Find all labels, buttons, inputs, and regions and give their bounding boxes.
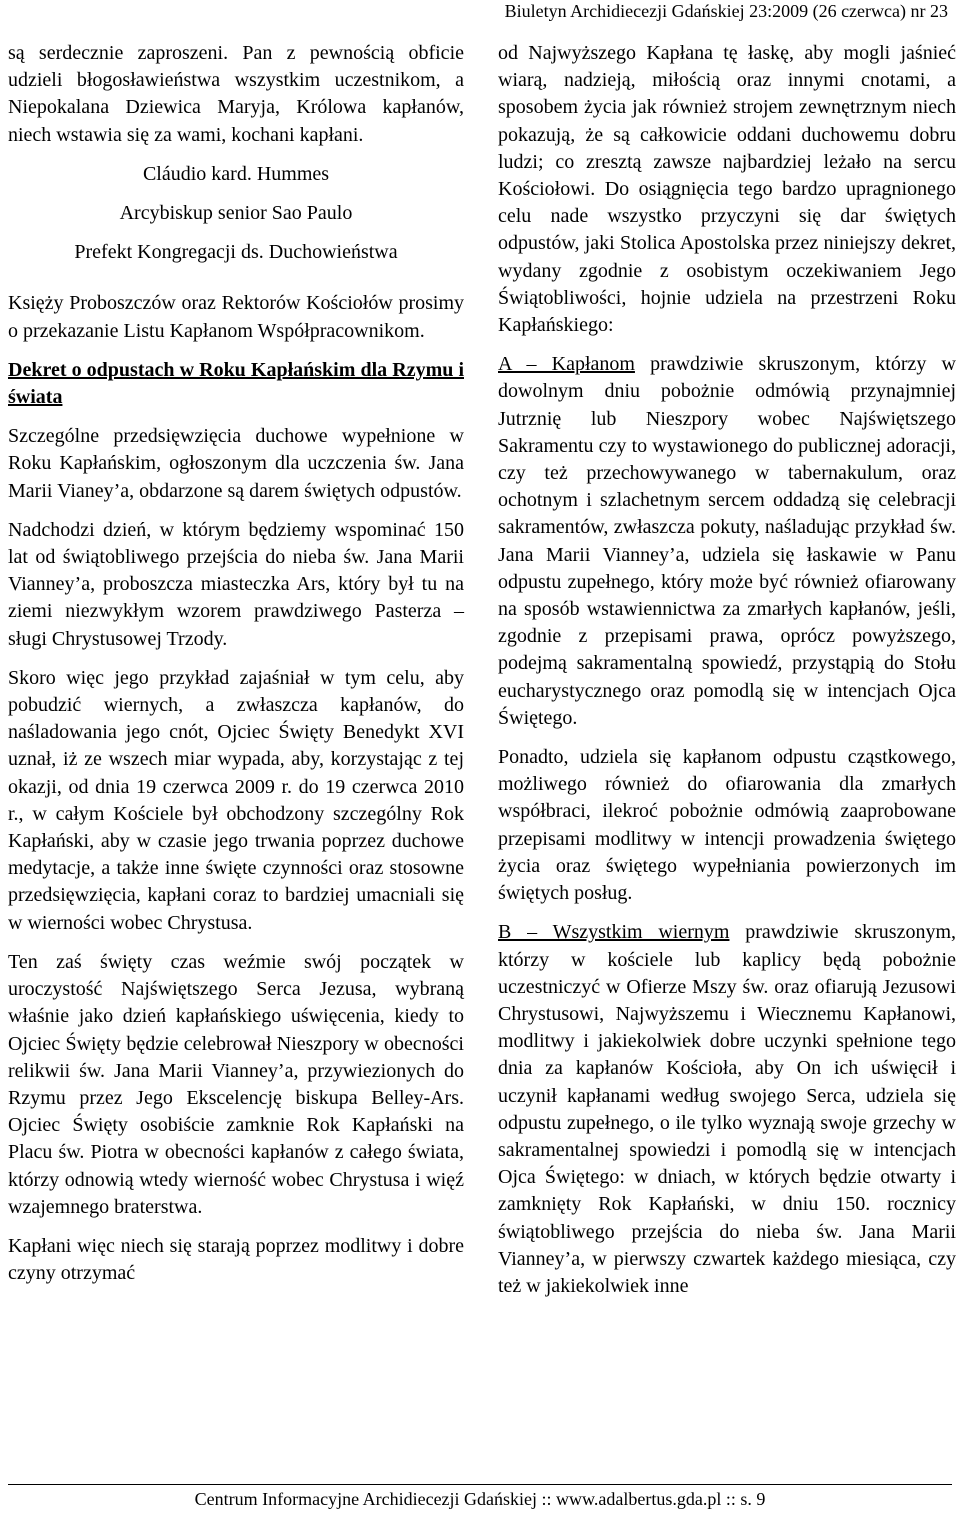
paragraph: Księży Proboszczów oraz Rektorów Kościołów prosimy o przekazanie Listu Kapłanom Współpracownikom. (8, 292, 464, 342)
signature-role: Prefekt Kongregacji ds. Duchowieństwa (74, 241, 398, 264)
paragraph: są serdecznie zaproszeni. Pan z pewnością obficie udzieli błogosławieństwa wszystkim uczestnikom, a Niepokalana Dziewica Maryja, Królowa kapłanów, niech wstawia się za wami, kochani kapłani. (8, 42, 464, 146)
page-footer: Centrum Informacyjne Archidiecezji Gdańskiej :: www.adalbertus.gda.pl :: s. 9 (194, 1489, 766, 1509)
paragraph: Nadchodzi dzień, w którym będziemy wspominać 150 lat od świątobliwego przejścia do nieba św. Jana Marii Vianney’a, proboszcza miasteczka Ars, który był tu na ziemi niezwykłym wzorem prawdziwego Pasterza – sługi Chrystusowej Trzody. (8, 518, 464, 650)
clause-lead-a: A – Kapłanom (498, 353, 635, 376)
paragraph: Ponadto, udziela się kapłanom odpustu cząstkowego, możliwego również do ofiarowania dla zmarłych współbraci, ilekroć pobożnie odmówią zaaprobowane przepisami modlitwy w intencji prowadzenia świętego życia oraz świętego wypełniania powierzonych im świętych posług. (498, 746, 956, 905)
paragraph (498, 351, 956, 732)
paragraph: Skoro więc jego przykład zajaśniał w tym celu, aby pobudzić wiernych, a zwłaszcza kapłanów, do naśladowania jego cnót, Ojciec Święty Benedykt XVI uznał, iż ze wszech miar wypada, aby, korzystając z tej okazji, od dnia 19 czerwca 2009 r. do 19 czerwca 2010 r., w całym Kościele był obchodzony szczególny Rok Kapłański, aby w czasie jego trwania poprzez duchowe medytacje, a także inne święte czynności oraz stosowne przedsięwzięcia, kapłani coraz to bardziej umacniali się w wierności wobec Chrystusa. (8, 666, 464, 934)
paragraph: Szczególne przedsięwzięcia duchowe wypełnione w Roku Kapłańskim, ogłoszonym dla uczczenia św. Jana Marii Vianey’a, obdarzone są darem świętych odpustów. (8, 425, 464, 502)
signature-role: Arcybiskup senior Sao Paulo (119, 202, 353, 225)
clause-text: prawdziwie skruszonym, którzy w dowolnym dniu pobożnie odmówią przynajmniej Jutrznię lub Nieszpory wobec Najświętszego Sakramentu czy to wystawionego do publicznej adoracji, czy też przechowywanego w tabernakulum, oraz ochotnym i szlachetnym sercem oddadzą się celebracji sakramentów, zwłaszcza pokuty, naśladując przykład św. Jana Marii Vianney’a, udziela się łaskawie w Panu odpustu zupełnego, który może być również ofiarowany na sposób wstawiennictwa za zmarłych kapłanów, jeśli, zgodnie z przepisami prawa, oprócz powyższego, podejmą sakramentalną spowiedź, przystąpią do Stołu eucharystycznego oraz pomodlą się w intencjach Ojca Świętego. (498, 353, 956, 729)
bulletin-header: Biuletyn Archidiecezji Gdańskiej 23:2009 (26 czerwca) nr 23 (504, 1, 948, 21)
left-column (8, 40, 464, 1299)
right-column (498, 40, 956, 1312)
clause-lead-b: B – Wszystkim wiernym (498, 921, 730, 944)
paragraph: Ten zaś święty czas weźmie swój początek w uroczystość Najświętszego Serca Jezusa, wybraną właśnie jako dzień kapłańskiego uświęcenia, kiedy to Ojciec Święty będzie celebrował Nieszpory w obecności relikwii św. Jana Marii Vianney’a, przywiezionych do Rzymu przez Jego Ekscelencję biskupa Belley-Ars. Ojciec Święty osobiście zamknie Rok Kapłański na Placu św. Piotra w obecności kapłanów z całego świata, którzy odnowią wtedy wierność wobec Chrystusa i więź wzajemnego braterstwa. (8, 950, 464, 1218)
paragraph (498, 919, 956, 1300)
clause-text: prawdziwie skruszonym, którzy w kościele lub kaplicy będą pobożnie uczestniczyć w Ofierze Mszy św. oraz ofiarują Jezusowi Chrystusowi, Najwyższemu i Wiecznemu Kapłanowi, modlitwy i jakiekolwiek dobre uczynki spełnione tego dnia za kapłanów Kościoła, aby On ich uświęcił i uczynił kapłanami według swojego Serca, udziela się odpustu zupełnego, o ile tylko wyznają swoje grzechy w sakramentalnej spowiedzi i pomodlą się w intencjach Ojca Świętego: w dniach, w których będzie otwarty i zamknięty Rok Kapłański, w dniu 150. rocznicy świątobliwego przejścia do nieba św. Jana Marii Vianney’a, w pierwszy czwartek każdego miesiąca, czy też w jakiekolwiek inne (498, 921, 956, 1297)
paragraph: od Najwyższego Kapłana tę łaskę, aby mogli jaśnieć wiarą, nadzieją, miłością oraz innymi cnotami, a sposobem życia jak również strojem zewnętrznym niech pokazują, że są całkowicie oddani duchowemu dobru ludzi; co zresztą zawsze najbardziej leżało na sercu Kościołowi. Do osiągnięcia tego bardzo upragnionego celu nade wszystko przyczyni się dar świętych odpustów, jaki Stolica Apostolska przez niniejszy dekret, wydany zgodnie z osobistym oczekiwaniem Jego Świątobliwości, hojnie udziela na przestrzeni Roku Kapłańskiego: (498, 42, 956, 337)
paragraph: Kapłani więc niech się starają poprzez modlitwy i dobre czyny otrzymać (8, 1234, 464, 1285)
signature-name: Cláudio kard. Hummes (142, 162, 330, 185)
section-heading: Dekret o odpustach w Roku Kapłańskim dla Rzymu i świata (8, 358, 464, 409)
footer-divider (8, 1484, 952, 1485)
